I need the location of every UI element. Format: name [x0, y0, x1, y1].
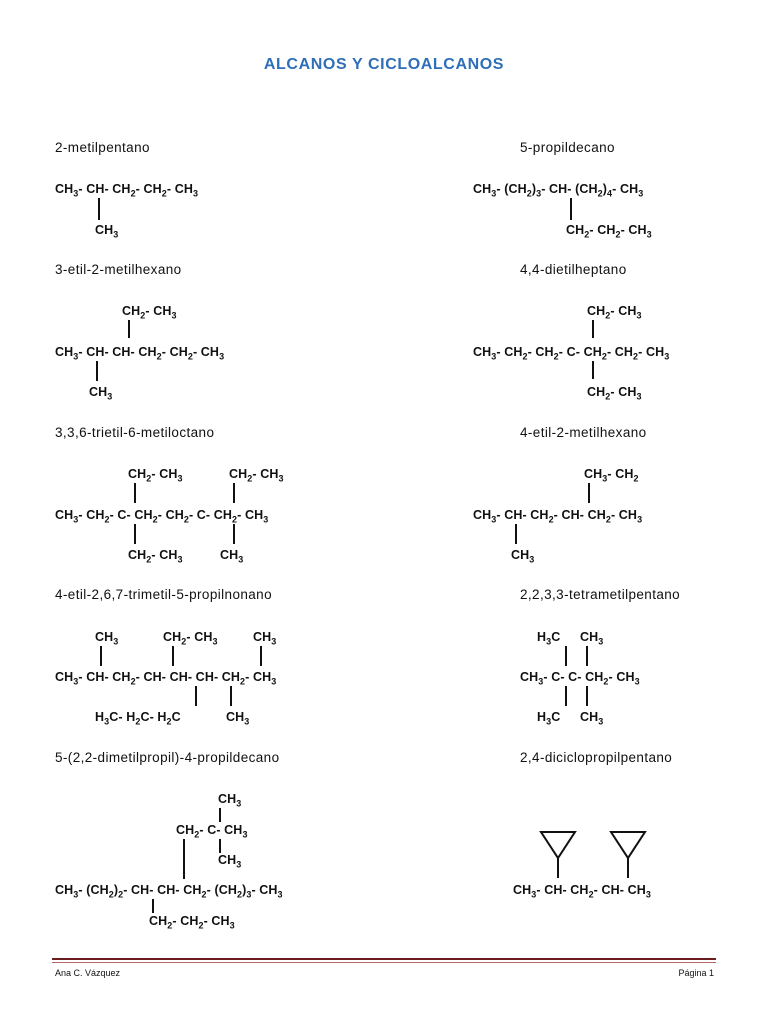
bond-line	[586, 646, 588, 666]
compound-name: 3,3,6-trietil-6-metiloctano	[55, 425, 215, 440]
substituent: $CH_2-$ $CH_3$	[128, 548, 183, 565]
bond-line	[134, 483, 136, 503]
substituent: $CH_3$	[511, 548, 535, 565]
bond-line	[592, 320, 594, 338]
bond-line	[219, 839, 221, 853]
substituent: $CH_3$	[226, 710, 250, 727]
bond-line	[98, 198, 100, 220]
substituent: $CH_2-$ $CH_3$	[229, 467, 284, 484]
page-title: ALCANOS Y CICLOALCANOS	[263, 56, 505, 73]
bond-line	[586, 686, 588, 706]
main-chain: $CH_3-$ CH- $CH_2-$ CH- CH- CH- $CH_2-$ $CH_3$	[55, 670, 277, 687]
substituent: $CH_3$	[218, 853, 242, 870]
substituent: $CH_3$	[95, 223, 119, 240]
substituent: $CH_3$	[580, 710, 604, 727]
main-chain: $CH_3-$ CH- $CH_2-$ CH- $CH_3$	[513, 883, 651, 900]
substituent: $CH_3$	[218, 792, 242, 809]
main-chain: $CH_3-$ $CH_2-$ $CH_2-$ C- $CH_2-$ $CH_2-$ $CH_3$	[473, 345, 670, 362]
compound-name: 5-(2,2-dimetilpropil)-4-propildecano	[55, 750, 280, 765]
cyclopropane-ring-left	[541, 832, 575, 858]
bond-line	[195, 686, 197, 706]
compound-name: 2,4-diciclopropilpentano	[520, 750, 673, 765]
substituent: $CH_2-$ $CH_3$	[128, 467, 183, 484]
bond-line	[565, 686, 567, 706]
substituent: $CH_2-$ $CH_2-$ $CH_3$	[566, 223, 652, 240]
main-chain: $CH_3-$ $CH_2-$ C- $CH_2-$ $CH_2-$ C- $CH_2-$ $CH_3$	[55, 508, 269, 525]
compound-name: 4-etil-2,6,7-trimetil-5-propilnonano	[55, 587, 272, 602]
substituent: $CH_2-$ $CH_3$	[587, 385, 642, 402]
cyclopropyl-rings	[535, 826, 655, 882]
compound-name: 3-etil-2-metilhexano	[55, 262, 182, 277]
substituent: $CH_2-$ $CH_3$	[122, 304, 177, 321]
bond-line	[152, 899, 154, 913]
bond-line	[128, 320, 130, 338]
substituent: $CH_3$	[220, 548, 244, 565]
substituent: $H_3C$	[537, 630, 561, 647]
main-chain: $CH_3-$ CH- CH- $CH_2-$ $CH_2-$ $CH_3$	[55, 345, 225, 362]
bond-line	[260, 646, 262, 666]
substituent: $CH_3$	[95, 630, 119, 647]
compound-name: 4,4-dietilheptano	[520, 262, 627, 277]
cyclopropane-ring-right	[611, 832, 645, 858]
bond-line	[183, 839, 185, 879]
bond-line	[565, 646, 567, 666]
bond-line	[588, 483, 590, 503]
compound-name: 2-metilpentano	[55, 140, 150, 155]
main-chain: $CH_3-$ CH- $CH_2-$ $CH_2-$ $CH_3$	[55, 182, 199, 199]
footer-divider-thin	[52, 962, 716, 963]
substituent: $CH_2-$ $CH_2-$ $CH_3$	[149, 914, 235, 931]
page-number: Página 1	[678, 968, 714, 978]
footer-divider	[52, 958, 716, 960]
substituent: $CH_2-$ $CH_3$	[163, 630, 218, 647]
bond-line	[100, 646, 102, 666]
bond-line	[570, 198, 572, 220]
substituent: $CH_3$	[253, 630, 277, 647]
compound-name: 4-etil-2-metilhexano	[520, 425, 647, 440]
substituent: $CH_3-$ $CH_2$	[584, 467, 639, 484]
bond-line	[233, 524, 235, 544]
bond-line	[219, 808, 221, 822]
bond-line	[515, 524, 517, 544]
main-chain: $CH_3-$ $(CH_2)_2-$ CH- CH- $CH_2-$ $(CH_2)_3-$ $CH_3$	[55, 883, 283, 900]
substituent: $CH_3$	[580, 630, 604, 647]
footer-author: Ana C. Vázquez	[55, 968, 121, 978]
substituent: $H_3C$	[537, 710, 561, 727]
bond-line	[233, 483, 235, 503]
substituent: $CH_3$	[89, 385, 113, 402]
main-chain: $CH_3-$ C- C- $CH_2-$ $CH_3$	[520, 670, 640, 687]
bond-line	[592, 361, 594, 379]
substituent: $H_3C-$ $H_2C-$ $H_2C$	[95, 710, 181, 727]
compound-name: 2,2,3,3-tetrametilpentano	[520, 587, 681, 602]
bond-line	[230, 686, 232, 706]
bond-line	[96, 361, 98, 381]
bond-line	[134, 524, 136, 544]
bond-line	[172, 646, 174, 666]
main-chain: $CH_3-$ $(CH_2)_3-$ CH- $(CH_2)_4-$ $CH_3$	[473, 182, 644, 199]
main-chain: $CH_3-$ CH- $CH_2-$ CH- $CH_2-$ $CH_3$	[473, 508, 643, 525]
substituent: $CH_2-$ C- $CH_3$	[176, 823, 248, 840]
compound-name: 5-propildecano	[520, 140, 615, 155]
substituent: $CH_2-$ $CH_3$	[587, 304, 642, 321]
